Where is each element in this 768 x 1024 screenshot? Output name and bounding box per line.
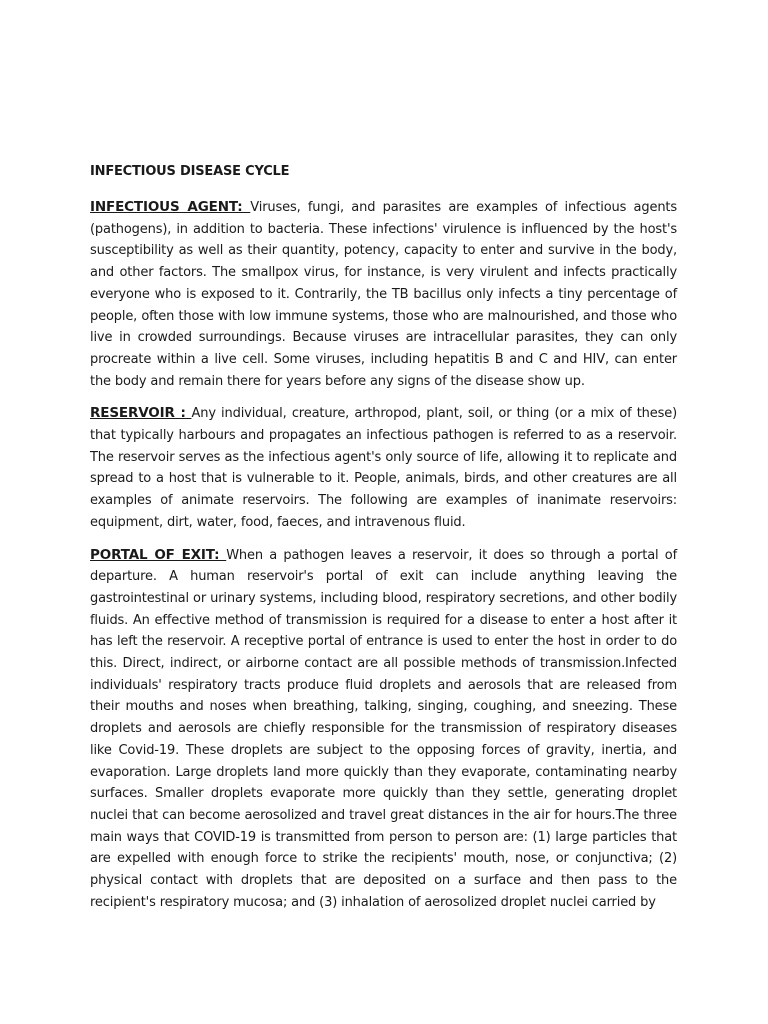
section-infectious-agent (90, 197, 677, 392)
section-heading-infectious-agent: INFECTIOUS AGENT: (90, 199, 251, 215)
section-text-reservoir: Any individual, creature, arthropod, plant, soil, or thing (or a mix of these) that typically harbours and propagates an infectious pathogen is referred to as a reservoir. The reservoir serves as the infectious agent's only source of life, allowing it to replicate and spread to a host that is vulnerable to it. People, animals, birds, and other creatures are all examples of animate reservoirs. The following are examples of inanimate reservoirs: equipment, dirt, water, food, faeces, and intravenous fluid. (90, 406, 678, 530)
section-heading-portal-of-exit: PORTAL OF EXIT: (90, 546, 227, 563)
section-portal-of-exit (90, 545, 677, 914)
document-title: INFECTIOUS DISEASE CYCLE (90, 164, 290, 179)
document-page (90, 163, 677, 925)
section-text-portal-of-exit: When a pathogen leaves a reservoir, it does so through a portal of departure. A human reservoir's portal of exit can include anything leaving the gastrointestinal or urinary systems, including blood, respiratory secretions, and other bodily fluids. An effective method of transmission is required for a disease to enter a host after it has left the reservoir. A receptive portal of entrance is used to enter the host in order to do this. Direct, indirect, or airborne contact are all possible methods of transmission.Infected individuals' respiratory tracts produce fluid droplets and aerosols that are released from their mouths and noses when breathing, talking, singing, coughing, and sneezing. These droplets and aerosols are chiefly responsible for the transmission of respiratory diseases like Covid-19. These droplets are subject to the opposing forces of gravity, inertia, and evaporation. Large droplets land more quickly than they evaporate, contaminating nearby surfaces. Smaller droplets evaporate more quickly than they settle, generating droplet nuclei that can become aerosolized and travel great distances in the air for hours.The three main ways that COVID-19 is transmitted from person to person are: (1) large particles that are expelled with enough force to strike the recipients' mouth, nose, or conjunctiva; (2) physical contact with droplets that are deposited on a surface and then pass to the recipient's respiratory mucosa; and (3) inhalation of aerosolized droplet nuclei carried by (90, 547, 677, 910)
section-text-infectious-agent: Viruses, fungi, and parasites are examples of infectious agents (pathogens), in addition to bacteria. These infections' virulence is influenced by the host's susceptibility as well as their quantity, potency, capacity to enter and survive in the body, and other factors. The smallpox virus, for instance, is very virulent and infects practically everyone who is exposed to it. Contrarily, the TB bacillus only infects a tiny percentage of people, often those with low immune systems, those who are malnourished, and those who live in crowded surroundings. Because viruses are intracellular parasites, they can only procreate within a live cell. Some viruses, including hepatitis B and C and HIV, can enter the body and remain there for years before any signs of the disease show up. (90, 200, 677, 389)
section-heading-reservoir: RESERVOIR : (90, 405, 192, 422)
section-reservoir (90, 403, 677, 533)
